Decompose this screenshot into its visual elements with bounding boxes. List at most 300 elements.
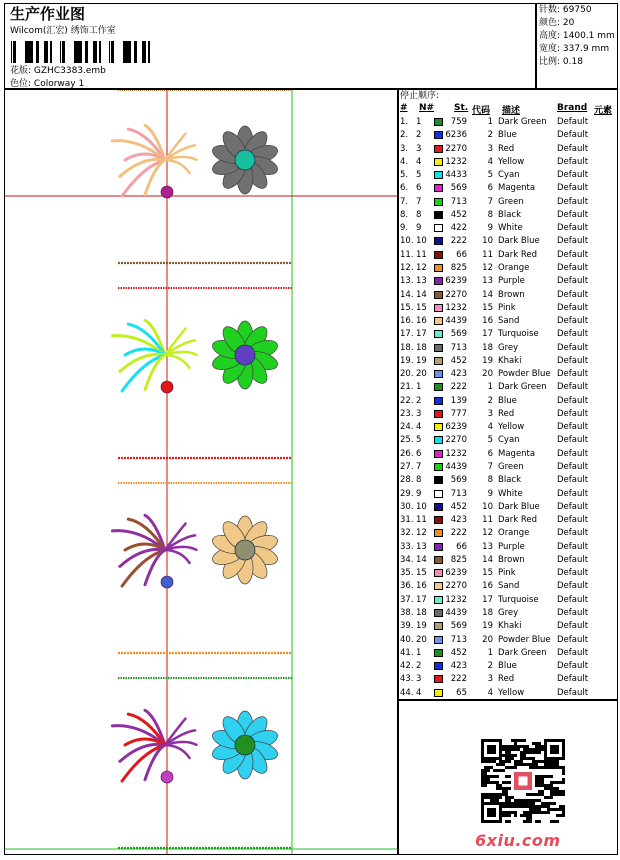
barcode-image xyxy=(10,41,155,63)
row-description: Powder Blue xyxy=(498,634,551,645)
row-code: 1 xyxy=(487,382,493,393)
row-description: Magenta xyxy=(498,448,536,459)
row-code: 1 xyxy=(487,117,493,127)
small-flower xyxy=(161,186,173,198)
row-stitches: 6239 xyxy=(445,568,467,579)
row-brand: Default xyxy=(557,475,589,486)
row-code: 4 xyxy=(487,422,493,433)
row-index: 44. xyxy=(400,687,414,698)
row-needle: 20 xyxy=(416,369,427,380)
row-brand: Default xyxy=(557,568,589,579)
row-stitches: 2270 xyxy=(445,581,467,592)
qr-panel xyxy=(398,700,618,855)
row-color-swatch xyxy=(434,357,443,365)
row-description: Pink xyxy=(498,302,516,313)
row-color-swatch xyxy=(434,131,443,139)
row-color-swatch xyxy=(434,397,443,405)
row-index: 23. xyxy=(400,408,414,419)
row-color-swatch xyxy=(434,490,443,498)
table-row xyxy=(399,541,618,554)
row-brand: Default xyxy=(557,183,589,194)
row-brand: Default xyxy=(557,607,589,618)
row-index: 36. xyxy=(400,581,414,592)
row-needle: 5 xyxy=(416,435,422,446)
row-stitches: 713 xyxy=(450,488,467,499)
row-code: 17 xyxy=(482,329,493,340)
row-brand: Default xyxy=(557,554,589,565)
stats-panel xyxy=(536,3,618,89)
row-description: Purple xyxy=(498,276,525,287)
row-code: 2 xyxy=(487,661,493,672)
page-title: 生产作业图 xyxy=(10,5,86,23)
file-name: GZHC3383.emb xyxy=(33,66,106,76)
row-color-swatch xyxy=(434,198,443,206)
row-description: Blue xyxy=(498,661,517,672)
row-brand: Default xyxy=(557,276,589,287)
row-description: Magenta xyxy=(498,183,536,194)
row-code: 8 xyxy=(487,209,493,220)
row-index: 17. xyxy=(400,329,414,340)
row-description: Black xyxy=(498,475,521,486)
row-needle: 16 xyxy=(416,581,427,592)
row-code: 13 xyxy=(482,541,493,552)
row-brand: Default xyxy=(557,687,589,698)
table-row xyxy=(399,381,618,394)
row-description: Yellow xyxy=(498,687,525,698)
flower-center xyxy=(235,150,255,170)
row-description: Purple xyxy=(498,541,525,552)
row-needle: 7 xyxy=(416,196,422,207)
row-color-swatch xyxy=(434,463,443,471)
stat-height: 高度: 1400.1 mm xyxy=(539,31,615,41)
row-color-swatch xyxy=(434,450,443,458)
row-index: 27. xyxy=(400,462,414,473)
row-brand: Default xyxy=(557,196,589,207)
row-code: 8 xyxy=(487,475,493,486)
table-row xyxy=(399,182,618,195)
row-code: 2 xyxy=(487,395,493,406)
row-code: 13 xyxy=(482,276,493,287)
row-brand: Default xyxy=(557,395,589,406)
stop-sequence-title: 停止顺序: xyxy=(400,91,440,101)
row-index: 15. xyxy=(400,302,414,313)
row-description: Khaki xyxy=(498,355,522,366)
row-code: 16 xyxy=(482,581,493,592)
row-code: 6 xyxy=(487,183,493,194)
row-code: 2 xyxy=(487,130,493,141)
row-brand: Default xyxy=(557,621,589,632)
row-stitches: 2270 xyxy=(445,143,467,154)
row-code: 7 xyxy=(487,196,493,207)
row-color-swatch xyxy=(434,622,443,630)
table-row xyxy=(399,554,618,567)
row-code: 12 xyxy=(482,262,493,273)
row-description: Grey xyxy=(498,342,519,353)
row-code: 12 xyxy=(482,528,493,539)
table-row xyxy=(399,355,618,368)
row-needle: 6 xyxy=(416,183,422,194)
row-index: 38. xyxy=(400,607,414,618)
table-row xyxy=(399,408,618,421)
company-name: Wilcom(汇宏) 绣饰工作室 xyxy=(10,26,116,36)
table-row xyxy=(399,222,618,235)
row-stitches: 452 xyxy=(450,355,467,366)
row-description: Red xyxy=(498,674,515,685)
row-description: Blue xyxy=(498,130,517,141)
stat-stitches: 针数: 69750 xyxy=(539,5,592,15)
row-brand: Default xyxy=(557,369,589,380)
row-color-swatch xyxy=(434,264,443,272)
table-row xyxy=(399,302,618,315)
row-index: 11. xyxy=(400,249,414,260)
row-stitches: 222 xyxy=(450,382,467,393)
row-color-swatch xyxy=(434,251,443,259)
row-index: 13. xyxy=(400,276,414,287)
row-index: 1. xyxy=(400,117,409,127)
row-code: 5 xyxy=(487,435,493,446)
row-color-swatch xyxy=(434,145,443,153)
row-code: 20 xyxy=(482,369,493,380)
row-brand: Default xyxy=(557,130,589,141)
row-needle: 18 xyxy=(416,342,427,353)
row-color-swatch xyxy=(434,237,443,245)
row-stitches: 1232 xyxy=(445,448,467,459)
row-description: Turquoise xyxy=(498,594,539,605)
row-code: 3 xyxy=(487,143,493,154)
row-brand: Default xyxy=(557,223,589,234)
stat-colors: 颜色: 20 xyxy=(539,18,575,28)
small-flower xyxy=(161,381,173,393)
row-description: Orange xyxy=(498,262,530,273)
row-brand: Default xyxy=(557,355,589,366)
row-stitches: 423 xyxy=(450,515,467,526)
row-needle: 2 xyxy=(416,661,422,672)
row-code: 4 xyxy=(487,156,493,167)
row-index: 19. xyxy=(400,355,414,366)
row-index: 10. xyxy=(400,236,414,247)
row-needle: 7 xyxy=(416,462,422,473)
row-stitches: 2270 xyxy=(445,289,467,300)
row-color-swatch xyxy=(434,277,443,285)
row-index: 33. xyxy=(400,541,414,552)
embroidery-design-canvas xyxy=(5,90,398,855)
row-stitches: 825 xyxy=(450,554,467,565)
row-description: Cyan xyxy=(498,170,520,181)
row-index: 2. xyxy=(400,130,409,141)
row-stitches: 569 xyxy=(450,621,467,632)
row-brand: Default xyxy=(557,236,589,247)
row-stitches: 777 xyxy=(450,408,467,419)
table-row xyxy=(399,474,618,487)
row-description: Pink xyxy=(498,568,516,579)
row-index: 40. xyxy=(400,634,414,645)
leaf-stroke xyxy=(165,160,190,173)
row-needle: 12 xyxy=(416,528,427,539)
row-index: 22. xyxy=(400,395,414,406)
row-needle: 18 xyxy=(416,607,427,618)
watermark-text: 6xiu.com xyxy=(475,831,561,850)
row-color-swatch xyxy=(434,423,443,431)
header-panel xyxy=(4,3,536,89)
row-stitches: 452 xyxy=(450,209,467,220)
row-description: Yellow xyxy=(498,422,525,433)
row-needle: 4 xyxy=(416,156,422,167)
row-code: 9 xyxy=(487,223,493,234)
table-row xyxy=(399,235,618,248)
row-index: 3. xyxy=(400,143,409,154)
row-stitches: 713 xyxy=(450,196,467,207)
row-color-swatch xyxy=(434,543,443,551)
row-index: 12. xyxy=(400,262,414,273)
row-color-swatch xyxy=(434,503,443,511)
row-description: Black xyxy=(498,209,521,220)
row-index: 39. xyxy=(400,621,414,632)
row-code: 11 xyxy=(482,249,493,260)
row-index: 18. xyxy=(400,342,414,353)
table-row xyxy=(399,249,618,262)
table-row xyxy=(399,129,618,142)
col-header-index: # xyxy=(400,103,408,113)
row-color-swatch xyxy=(434,211,443,219)
row-code: 3 xyxy=(487,674,493,685)
row-index: 35. xyxy=(400,568,414,579)
row-color-swatch xyxy=(434,609,443,617)
row-code: 19 xyxy=(482,621,493,632)
row-description: Dark Blue xyxy=(498,501,540,512)
row-needle: 16 xyxy=(416,316,427,327)
row-index: 28. xyxy=(400,475,414,486)
row-stitches: 825 xyxy=(450,262,467,273)
row-needle: 2 xyxy=(416,130,422,141)
row-needle: 1 xyxy=(416,117,422,127)
row-needle: 17 xyxy=(416,329,427,340)
leaf-stroke xyxy=(165,550,190,563)
row-code: 17 xyxy=(482,594,493,605)
row-stitches: 4439 xyxy=(445,607,467,618)
row-description: White xyxy=(498,488,523,499)
row-color-swatch xyxy=(434,662,443,670)
row-index: 43. xyxy=(400,674,414,685)
row-description: Cyan xyxy=(498,435,520,446)
row-brand: Default xyxy=(557,329,589,340)
table-row xyxy=(399,262,618,275)
row-stitches: 422 xyxy=(450,223,467,234)
row-color-swatch xyxy=(434,118,443,126)
table-row xyxy=(399,673,618,686)
qr-code-image xyxy=(481,739,565,823)
table-row xyxy=(399,580,618,593)
file-line xyxy=(10,66,106,77)
row-index: 31. xyxy=(400,515,414,526)
row-needle: 8 xyxy=(416,209,422,220)
row-needle: 1 xyxy=(416,382,422,393)
row-color-swatch xyxy=(434,596,443,604)
row-needle: 3 xyxy=(416,674,422,685)
colorway-name: Colorway 1 xyxy=(33,79,85,89)
row-description: Sand xyxy=(498,316,520,327)
row-color-swatch xyxy=(434,675,443,683)
row-brand: Default xyxy=(557,156,589,167)
row-code: 16 xyxy=(482,316,493,327)
table-row xyxy=(399,328,618,341)
row-needle: 11 xyxy=(416,515,427,526)
table-row xyxy=(399,169,618,182)
row-description: Green xyxy=(498,196,524,207)
row-brand: Default xyxy=(557,647,589,658)
row-index: 5. xyxy=(400,170,409,181)
row-stitches: 423 xyxy=(450,661,467,672)
table-row xyxy=(399,156,618,169)
row-index: 9. xyxy=(400,223,409,234)
row-brand: Default xyxy=(557,462,589,473)
row-index: 37. xyxy=(400,594,414,605)
row-brand: Default xyxy=(557,581,589,592)
col-header-code: 代码 xyxy=(472,106,491,116)
row-color-swatch xyxy=(434,476,443,484)
row-color-swatch xyxy=(434,529,443,537)
table-row xyxy=(399,434,618,447)
row-description: Dark Green xyxy=(498,382,547,393)
row-code: 7 xyxy=(487,462,493,473)
row-brand: Default xyxy=(557,422,589,433)
row-description: Blue xyxy=(498,395,517,406)
row-code: 4 xyxy=(487,687,493,698)
row-description: Green xyxy=(498,462,524,473)
row-needle: 10 xyxy=(416,501,427,512)
row-description: Turquoise xyxy=(498,329,539,340)
row-code: 9 xyxy=(487,488,493,499)
row-stitches: 4439 xyxy=(445,462,467,473)
row-stitches: 222 xyxy=(450,674,467,685)
row-description: Brown xyxy=(498,289,525,300)
row-stitches: 2270 xyxy=(445,435,467,446)
table-row xyxy=(399,634,618,647)
row-brand: Default xyxy=(557,515,589,526)
row-code: 20 xyxy=(482,634,493,645)
row-stitches: 222 xyxy=(450,236,467,247)
row-description: Dark Red xyxy=(498,249,538,260)
row-description: Red xyxy=(498,143,515,154)
row-index: 29. xyxy=(400,488,414,499)
row-brand: Default xyxy=(557,501,589,512)
row-needle: 13 xyxy=(416,276,427,287)
row-needle: 14 xyxy=(416,289,427,300)
row-color-swatch xyxy=(434,171,443,179)
row-needle: 3 xyxy=(416,408,422,419)
row-stitches: 569 xyxy=(450,475,467,486)
row-color-swatch xyxy=(434,649,443,657)
row-color-swatch xyxy=(434,304,443,312)
row-code: 15 xyxy=(482,568,493,579)
row-brand: Default xyxy=(557,342,589,353)
table-row xyxy=(399,514,618,527)
leaf-stroke xyxy=(165,355,190,368)
row-brand: Default xyxy=(557,262,589,273)
row-color-swatch xyxy=(434,436,443,444)
row-brand: Default xyxy=(557,170,589,181)
col-header-stitches: St. xyxy=(454,103,469,113)
row-color-swatch xyxy=(434,383,443,391)
table-row xyxy=(399,461,618,474)
table-row xyxy=(399,395,618,408)
row-needle: 15 xyxy=(416,302,427,313)
row-code: 1 xyxy=(487,647,493,658)
table-row xyxy=(399,342,618,355)
row-needle: 1 xyxy=(416,647,422,658)
row-description: Dark Green xyxy=(498,117,547,127)
row-index: 34. xyxy=(400,554,414,565)
row-stitches: 452 xyxy=(450,647,467,658)
row-code: 18 xyxy=(482,342,493,353)
table-row xyxy=(399,196,618,209)
row-color-swatch xyxy=(434,516,443,524)
row-needle: 17 xyxy=(416,594,427,605)
row-stitches: 66 xyxy=(456,249,467,260)
row-brand: Default xyxy=(557,143,589,154)
row-needle: 19 xyxy=(416,355,427,366)
row-color-swatch xyxy=(434,184,443,192)
table-row xyxy=(399,501,618,514)
row-index: 30. xyxy=(400,501,414,512)
file-label: 花版: xyxy=(10,66,32,76)
row-brand: Default xyxy=(557,435,589,446)
flower-center xyxy=(235,345,255,365)
row-brand: Default xyxy=(557,249,589,260)
small-flower xyxy=(161,771,173,783)
stat-scale: 比例: 0.18 xyxy=(539,57,583,67)
flower-center xyxy=(235,735,255,755)
row-needle: 4 xyxy=(416,687,422,698)
row-stitches: 713 xyxy=(450,634,467,645)
row-index: 16. xyxy=(400,316,414,327)
row-description: Yellow xyxy=(498,156,525,167)
row-stitches: 569 xyxy=(450,183,467,194)
row-stitches: 713 xyxy=(450,342,467,353)
row-description: Khaki xyxy=(498,621,522,632)
row-code: 11 xyxy=(482,515,493,526)
row-code: 10 xyxy=(482,236,493,247)
row-brand: Default xyxy=(557,674,589,685)
row-stitches: 569 xyxy=(450,329,467,340)
row-color-swatch xyxy=(434,556,443,564)
row-color-swatch xyxy=(434,636,443,644)
col-header-element: 元素 xyxy=(594,106,613,116)
row-index: 26. xyxy=(400,448,414,459)
row-needle: 4 xyxy=(416,422,422,433)
leaf-stroke xyxy=(165,745,190,758)
row-stitches: 6236 xyxy=(445,130,467,141)
stop-sequence-table xyxy=(398,89,618,700)
row-needle: 3 xyxy=(416,143,422,154)
flower-center xyxy=(235,540,255,560)
row-description: Red xyxy=(498,408,515,419)
row-needle: 9 xyxy=(416,223,422,234)
row-brand: Default xyxy=(557,488,589,499)
row-code: 3 xyxy=(487,408,493,419)
row-needle: 8 xyxy=(416,475,422,486)
row-color-swatch xyxy=(434,158,443,166)
row-code: 14 xyxy=(482,554,493,565)
colorway-label: 色位: xyxy=(10,79,32,89)
row-color-swatch xyxy=(434,582,443,590)
row-description: Dark Blue xyxy=(498,236,540,247)
row-index: 14. xyxy=(400,289,414,300)
row-color-swatch xyxy=(434,330,443,338)
row-stitches: 423 xyxy=(450,369,467,380)
row-stitches: 139 xyxy=(450,395,467,406)
row-index: 7. xyxy=(400,196,409,207)
row-code: 15 xyxy=(482,302,493,313)
